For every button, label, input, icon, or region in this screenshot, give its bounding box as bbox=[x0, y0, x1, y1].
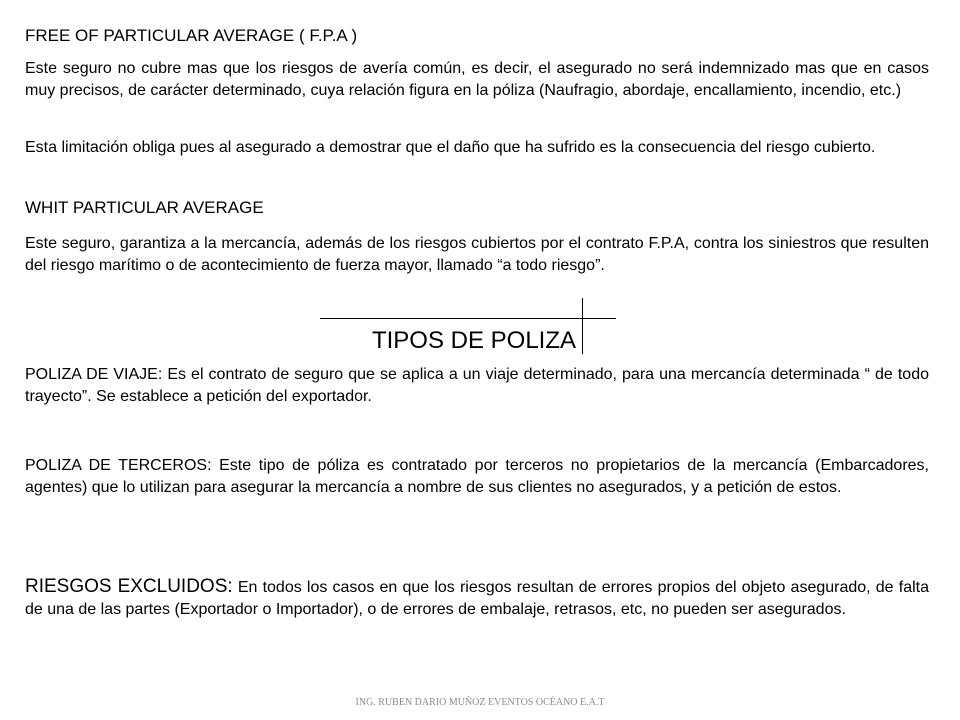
riesgos-excluidos-label: RIESGOS EXCLUIDOS: bbox=[25, 576, 233, 597]
footer-credit: ING. RUBEN DARIO MUÑOZ EVENTOS OCÉANO E.A.T bbox=[355, 697, 605, 708]
title-divider-vertical bbox=[582, 298, 583, 354]
fpa-heading: FREE OF PARTICULAR AVERAGE ( F.P.A ) bbox=[25, 26, 358, 45]
fpa-paragraph-1: Este seguro no cubre mas que los riesgos de avería común, es decir, el asegurado no será indemnizado mas que en casos muy precisos, de carácter determinado, cuya relación figura en la póliza (Naufragio, abordaje, encallamiento, incendio, etc.) bbox=[25, 60, 929, 99]
fpa-paragraph-2: Esta limitación obliga pues al asegurado a demostrar que el daño que ha sufrido es la consecuencia del riesgo cubierto. bbox=[25, 139, 876, 156]
title-divider-horizontal bbox=[320, 318, 616, 319]
poliza-terceros-paragraph: POLIZA DE TERCEROS: Este tipo de póliza es contratado por terceros no propietarios de la mercancía (Embarcadores, agentes) que lo utilizan para asegurar la mercancía a nombre de sus clientes no asegurados, y a petición de estos. bbox=[25, 457, 929, 496]
wpa-paragraph: Este seguro, garantiza a la mercancía, además de los riesgos cubiertos por el contrato F.P.A, contra los siniestros que resulten del riesgo marítimo o de acontecimiento de fuerza mayor, llamado “a todo riesgo”. bbox=[25, 235, 929, 274]
section-title: TIPOS DE POLIZA bbox=[371, 327, 576, 354]
riesgos-excluidos-text: En todos los casos en que los riesgos resultan de errores propios del objeto asegurado, de falta de una de las partes (Exportador o Importador), o de errores de embalaje, retrasos, etc, no pueden ser asegurados. bbox=[25, 579, 929, 618]
poliza-viaje-paragraph: POLIZA DE VIAJE: Es el contrato de seguro que se aplica a un viaje determinado, para una mercancía determinada “ de todo trayecto”. Se establece a petición del exportador. bbox=[25, 366, 929, 405]
wpa-heading: WHIT PARTICULAR AVERAGE bbox=[25, 198, 264, 217]
riesgos-excluidos-paragraph bbox=[25, 576, 929, 621]
